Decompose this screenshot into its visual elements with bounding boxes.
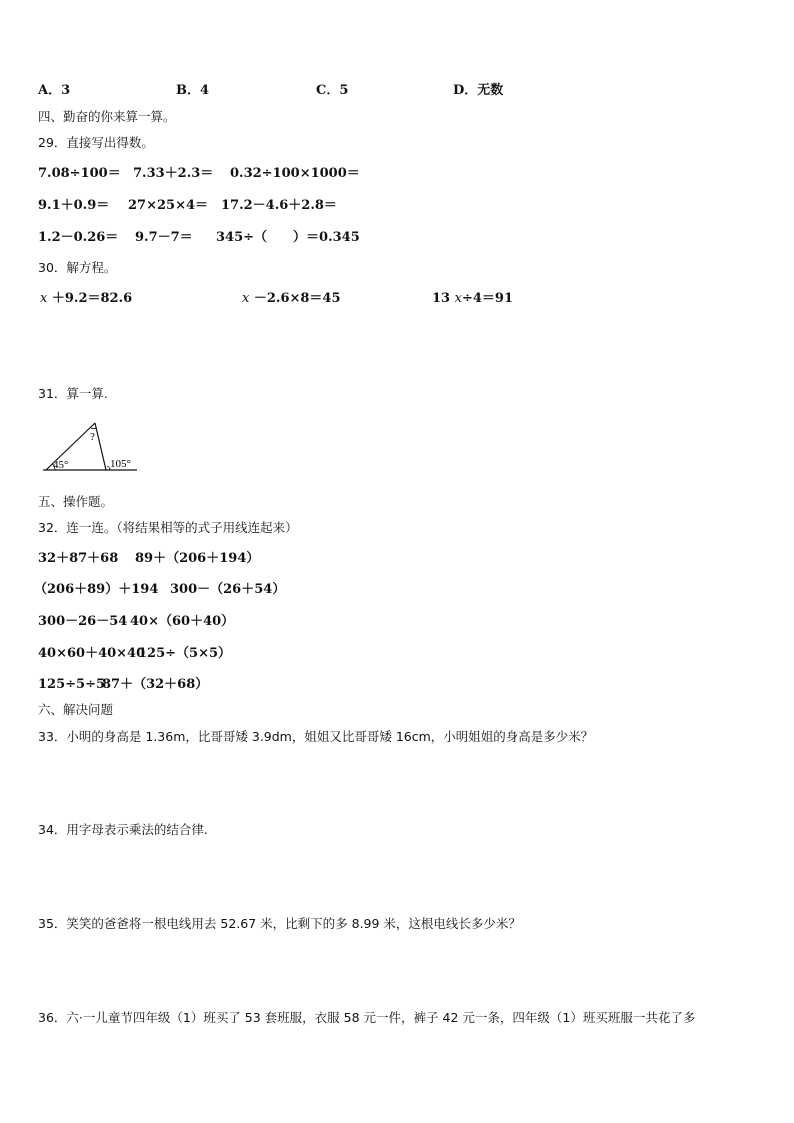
- match-left: （206＋89）＋194: [34, 582, 159, 597]
- q34-text: 34．用字母表示乘法的结合律.: [38, 822, 208, 837]
- option-c: C．5: [316, 83, 349, 98]
- q29-item: 7.33＋2.3＝: [133, 166, 214, 181]
- equation-2: x －2.6×8＝45: [242, 291, 341, 306]
- angle-45-label: 45°: [53, 459, 69, 471]
- angle-unknown-label: ?: [90, 431, 95, 443]
- q31-title: 31．算一算.: [38, 386, 108, 401]
- match-left: 40×60＋40×40: [38, 646, 146, 661]
- q30-title: 30．解方程。: [38, 260, 117, 275]
- section-6-heading: 六、解决问题: [38, 702, 114, 717]
- q29-item: 1.2－0.26＝: [38, 230, 119, 245]
- variable-x: x: [454, 291, 462, 306]
- variable-x: x: [40, 291, 48, 306]
- match-left: 300－26－54: [38, 614, 128, 629]
- match-right: 125÷（5×5）: [138, 646, 232, 661]
- q29-item: 17.2－4.6＋2.8＝: [221, 198, 337, 213]
- q35-text: 35．笑笑的爸爸将一根电线用去 52.67 米，比剩下的多 8.99 米，这根电线长多少米？: [38, 916, 521, 931]
- option-d: D．无数: [453, 83, 504, 98]
- match-right: 87＋（32＋68）: [102, 677, 209, 692]
- triangle-figure: [40, 420, 140, 475]
- equation-3: 13 x÷4＝91: [432, 291, 513, 306]
- q29-title: 29．直接写出得数。: [38, 135, 154, 150]
- option-a: A．3: [38, 83, 71, 98]
- equation-1: x ＋9.2＝82.6: [40, 291, 133, 306]
- q29-item: 0.32÷100×1000＝: [230, 166, 360, 181]
- q29-item: 7.08÷100＝: [38, 166, 121, 181]
- q29-item: 9.7－7＝: [135, 230, 193, 245]
- variable-x: x: [242, 291, 250, 306]
- match-left: 125÷5÷5: [38, 677, 106, 692]
- section-4-heading: 四、勤奋的你来算一算。: [38, 109, 176, 124]
- match-left: 32＋87＋68: [38, 551, 119, 566]
- q29-item: 9.1＋0.9＝: [38, 198, 110, 213]
- triangle-diagram-icon: [40, 420, 140, 475]
- q29-item: 27×25×4＝: [128, 198, 209, 213]
- section-5-heading: 五、操作题。: [38, 494, 114, 509]
- match-right: 40×（60＋40）: [130, 614, 235, 629]
- option-b: B．4: [176, 83, 210, 98]
- q29-item: 345÷（ ）＝0.345: [216, 230, 360, 245]
- match-right: 300－（26＋54）: [170, 582, 286, 597]
- q36-text: 36．六·一儿童节四年级（1）班买了 53 套班服，衣服 58 元一件，裤子 42 元一条，四年级（1）班买班服一共花了多: [38, 1010, 696, 1025]
- angle-105-label: 105°: [110, 458, 131, 470]
- match-right: 89＋（206＋194）: [135, 551, 260, 566]
- q32-title: 32．连一连。（将结果相等的式子用线连起来）: [38, 520, 298, 535]
- q33-text: 33．小明的身高是 1.36m，比哥哥矮 3.9dm，姐姐又比哥哥矮 16cm，小明姐姐的身高是多少米？: [38, 729, 594, 744]
